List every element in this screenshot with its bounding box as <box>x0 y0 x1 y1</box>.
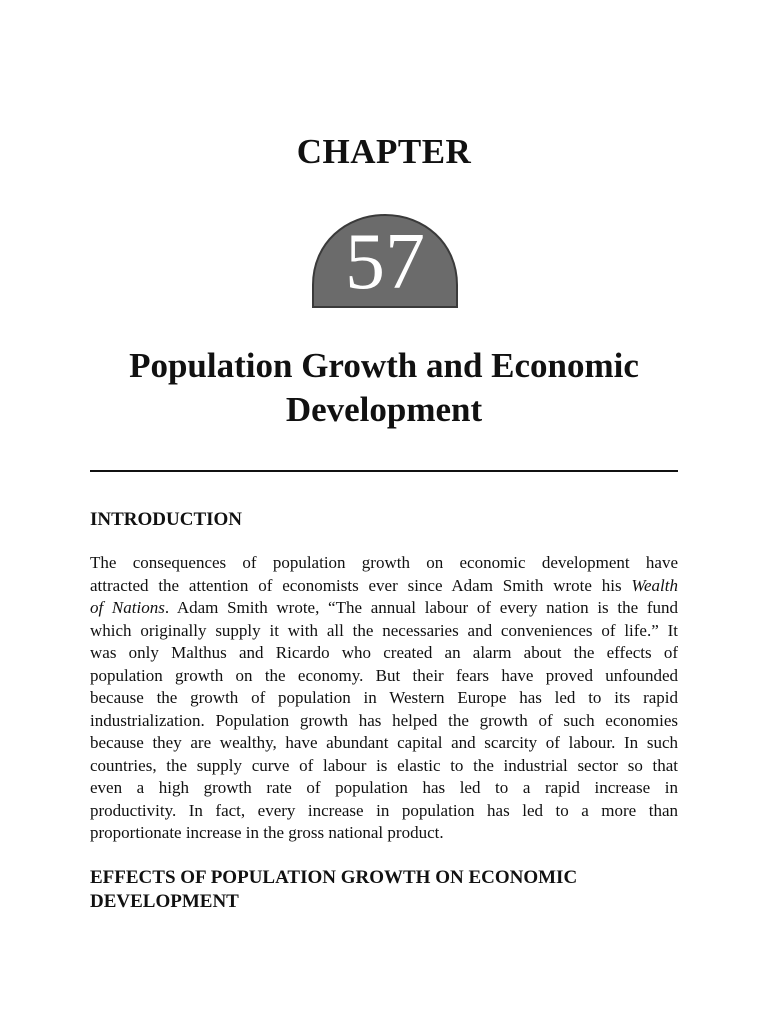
paragraph-line: even a high growth rate of population has led to a rapid increase in <box>90 778 678 797</box>
paragraph-line: population growth on the economy. But their fears have proved unfounded <box>90 665 678 685</box>
paragraph-line: countries, the supply curve of labour is elastic to the industrial sector so that <box>90 755 678 775</box>
chapter-title-line: Development <box>285 390 483 429</box>
paragraph-line: The consequences of population growth on economic development have <box>90 553 678 572</box>
paragraph-line: because the growth of population in Western Europe has led to its rapid <box>90 688 678 707</box>
book-title-italic: of Nations <box>90 598 165 617</box>
chapter-title-line: Population Growth and Economic <box>129 346 639 385</box>
effects-heading-line: EFFECTS OF POPULATION GROWTH ON ECONOMIC <box>90 867 578 888</box>
chapter-number: 57 <box>345 218 425 306</box>
introduction-heading <box>90 508 678 532</box>
book-title-italic: Wealth <box>631 575 678 595</box>
paragraph-line: industrialization. Population growth has helped the growth of such economies <box>90 710 678 730</box>
paragraph-line: proportionate increase in the gross national product. <box>90 823 444 842</box>
title-divider <box>90 470 678 472</box>
paragraph-line: was only Malthus and Ricardo who created an alarm about the effects of <box>90 643 678 662</box>
effects-heading-line: DEVELOPMENT <box>90 891 239 912</box>
paragraph-line: because they are wealthy, have abundant capital and scarcity of labour. In such <box>90 733 678 752</box>
introduction-paragraph <box>90 552 678 845</box>
paragraph-line: of Nations. Adam Smith wrote, “The annual labour of every nation is the fund <box>90 598 678 617</box>
paragraph-line: productivity. In fact, every increase in population has led to a more than <box>90 800 678 820</box>
chapter-title <box>60 344 708 432</box>
effects-heading <box>90 866 678 914</box>
chapter-label: CHAPTER <box>296 132 472 171</box>
paragraph-line: which originally supply it with all the necessaries and conveniences of life.” It <box>90 620 678 640</box>
paragraph-line: attracted the attention of economists ever since Adam Smith wrote his Wealth <box>90 575 678 595</box>
introduction-heading-text: INTRODUCTION <box>90 509 243 530</box>
